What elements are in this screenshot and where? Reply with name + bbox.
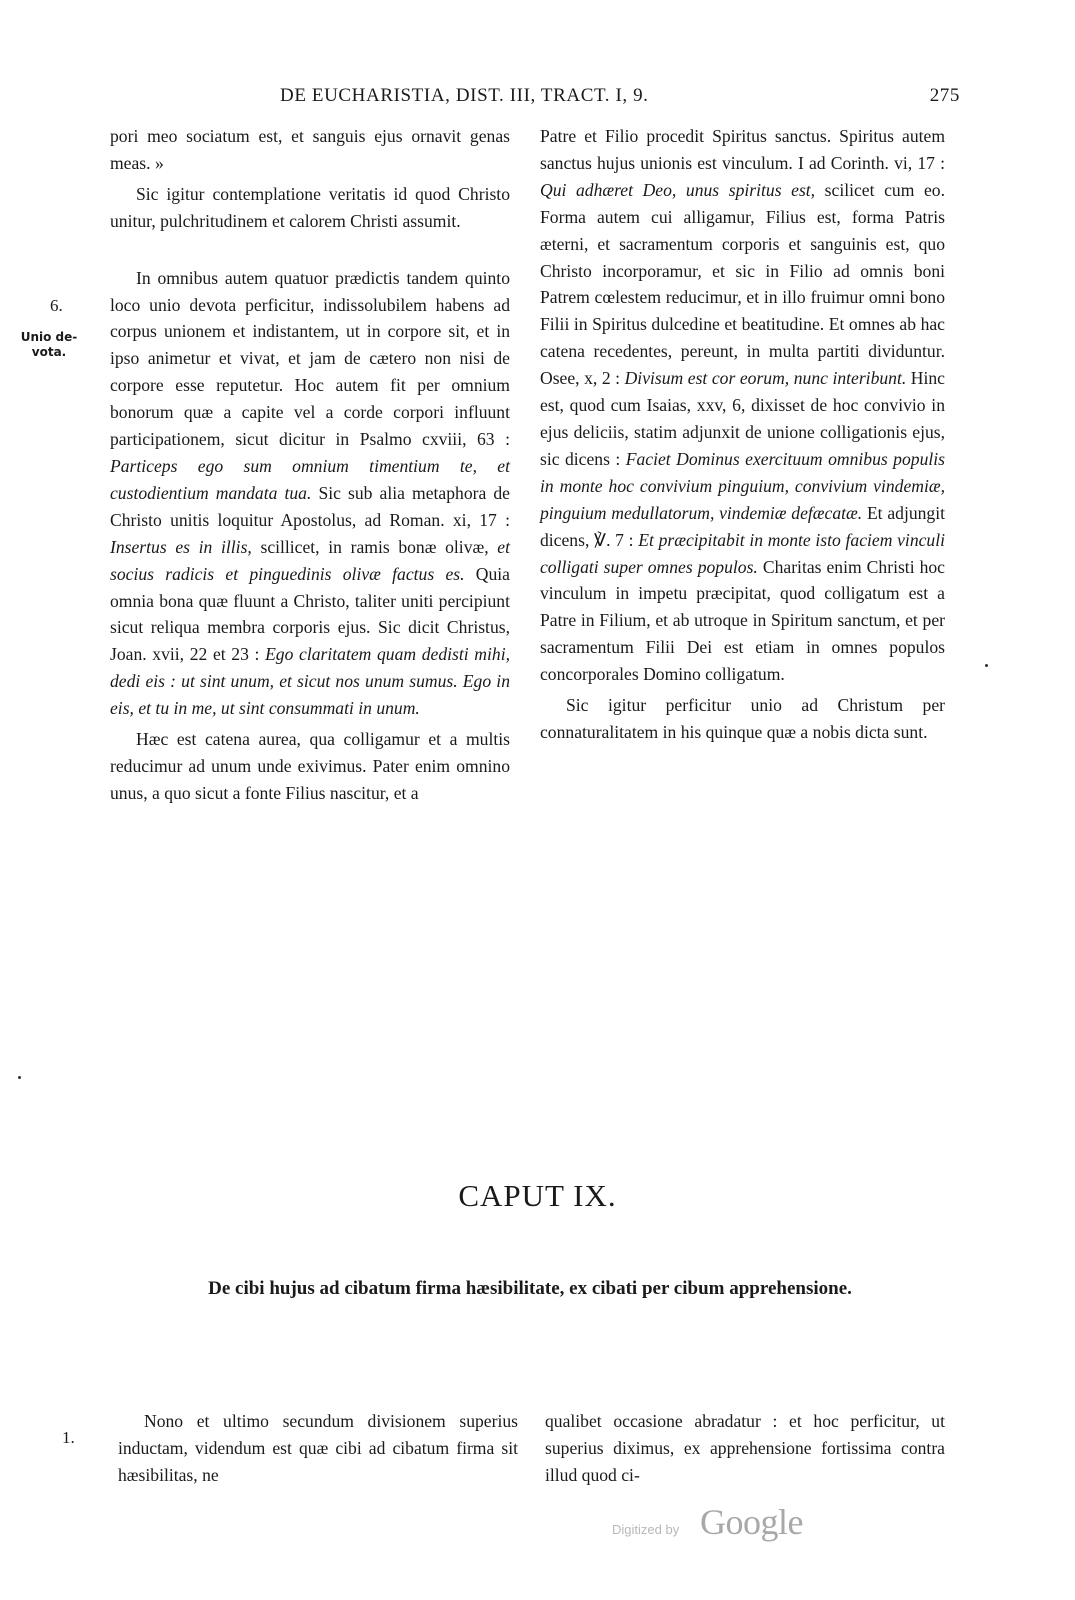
text-run: In omnibus autem quatuor prædictis tandem quinto loco unio devota perficitur, indissolubilem habens ad corpus unionem et indistantem, ut in corpore sit, et in ipso animetur et vivat, et jam de cætero non nisi de corpore esse reputetur. Hoc autem fit per omnium bonorum quæ a capite vel a corde corpori influunt participationem, sicut dicitur in Psalmo cxviii, 63 : — [110, 267, 510, 450]
text-run: Patre et Filio procedit Spiritus sanctus. Spiritus autem sanctus hujus unionis est vinculum. I ad Corinth. vi, 17 : — [540, 126, 945, 173]
left-column — [110, 123, 510, 807]
speck-mark — [18, 1076, 21, 1079]
page-number: 275 — [929, 85, 960, 106]
text-run: scillicet, in ramis bonæ olivæ, — [251, 536, 498, 557]
digitized-watermark — [612, 1502, 852, 1545]
text-run: Quia omnia bona quæ fluunt a Christo, taliter uniti percipiunt sicut reliqua membra corporis ejus. Sic dicit Christus, Joan. xvii, 22 et 23 : — [110, 563, 510, 665]
paragraph — [540, 123, 945, 688]
paragraph: pori meo sociatum est, et sanguis ejus ornavit genas meas. » — [110, 126, 510, 173]
text-run: Et adjungit dicens, ℣. 7 : — [540, 502, 946, 550]
margin-section-number: 1. — [62, 1428, 75, 1447]
paragraph: Sic igitur perficitur unio ad Christum per connaturalitatem in his quinque quæ a nobis dicta sunt. — [540, 695, 945, 742]
chapter-subtitle: De cibi hujus ad cibatum firma hæsibilitate, ex cibati per cibum apprehensione. — [208, 1278, 852, 1299]
paragraph: Hæc est catena aurea, qua colligamur et a multis reducimur ad unum unde exivimus. Pater enim omnino unus, a quo sicut a fonte Filius nascitur, et a — [110, 729, 510, 803]
margin-note-line: vota. — [31, 345, 67, 359]
quotation: Faciet Dominus exercituum omnibus populis in monte hoc convivium pinguium, convivium vindemiæ, pinguium medullatorum, vindemiæ defæcatæ. — [540, 448, 945, 523]
text-run: Sic sub alia metaphora de Christo unitis loquitur Apostolus, ad Roman. xi, 17 : — [110, 482, 510, 530]
quotation: Insertus es in illis, — [110, 536, 252, 557]
quotation: Et præcipitabit in monte isto faciem vinculi colligati super omnes populos. — [540, 529, 945, 577]
quotation: Divisum est cor eorum, nunc interibunt. — [624, 368, 907, 389]
right-column — [540, 123, 945, 746]
quotation: Ego claritatem quam dedisti mihi, dedi eis : ut sint unum, et sicut nos unum sumus. Ego in eis, et tu in me, ut sint consummati in unum. — [110, 644, 510, 719]
chapter-title: CAPUT IX. — [458, 1178, 617, 1213]
running-header — [280, 85, 960, 111]
paragraph — [110, 265, 510, 722]
text-run: Hinc est, quod cum Isaias, xxv, 6, dixisset de hoc convivio in ejus deliciis, statim adjunxit de unione colligationis ejus, sic dicens : — [540, 368, 945, 469]
google-logo: Google — [700, 1502, 803, 1542]
speck-mark — [985, 664, 988, 667]
left-column-continued — [118, 1408, 518, 1489]
margin-note — [14, 330, 84, 360]
margin-note-line: Unio de- — [20, 330, 78, 344]
paragraph: Sic igitur contemplatione veritatis id quod Christo unitur, pulchritudinem et calorem Christi assumit. — [110, 183, 510, 231]
quotation: Qui adhæret Deo, unus spiritus est, — [540, 179, 816, 200]
running-title: DE EUCHARISTIA, DIST. III, TRACT. I, 9. — [280, 85, 649, 106]
text-run: scilicet cum eo. Forma autem cui alligamur, Filius est, forma Patris æterni, et sacramentum corporis et sanguinis est, quo Christo incorporamur, et sic in Filio ad omnis boni Patrem cœlestem reducimur, et in illo fruimur omni bono Filii in Spiritus dulcedine et beatitudine. Et omnes ab hac catena recedentes, pereunt, in multa partiti dividuntur. Osee, x, 2 : — [540, 179, 945, 389]
right-column-continued — [545, 1408, 945, 1489]
paragraph: Nono et ultimo secundum divisionem superius inductam, videndum est quæ cibi ad cibatum firma sit hæsibilitas, ne — [118, 1411, 518, 1485]
quotation: Particeps ego sum omnium timentium te, et custodientium mandata tua. — [110, 455, 510, 503]
paragraph: qualibet occasione abradatur : et hoc perficitur, ut superius diximus, ex apprehensione fortissima contra illud quod ci- — [545, 1411, 945, 1485]
text-run: Charitas enim Christi hoc vinculum in impetu præcipitat, quod colligatum est a Patre in Filium, et ab utroque in Spiritum sanctum, et per sacramentum Filii Dei est etiam in omnes populos concorporales Domino colligatum. — [540, 556, 945, 685]
watermark-prefix: Digitized by — [612, 1522, 680, 1537]
quotation: et socius radicis et pinguedinis olivæ factus es. — [110, 536, 510, 584]
margin-section-number: 6. — [50, 296, 63, 315]
